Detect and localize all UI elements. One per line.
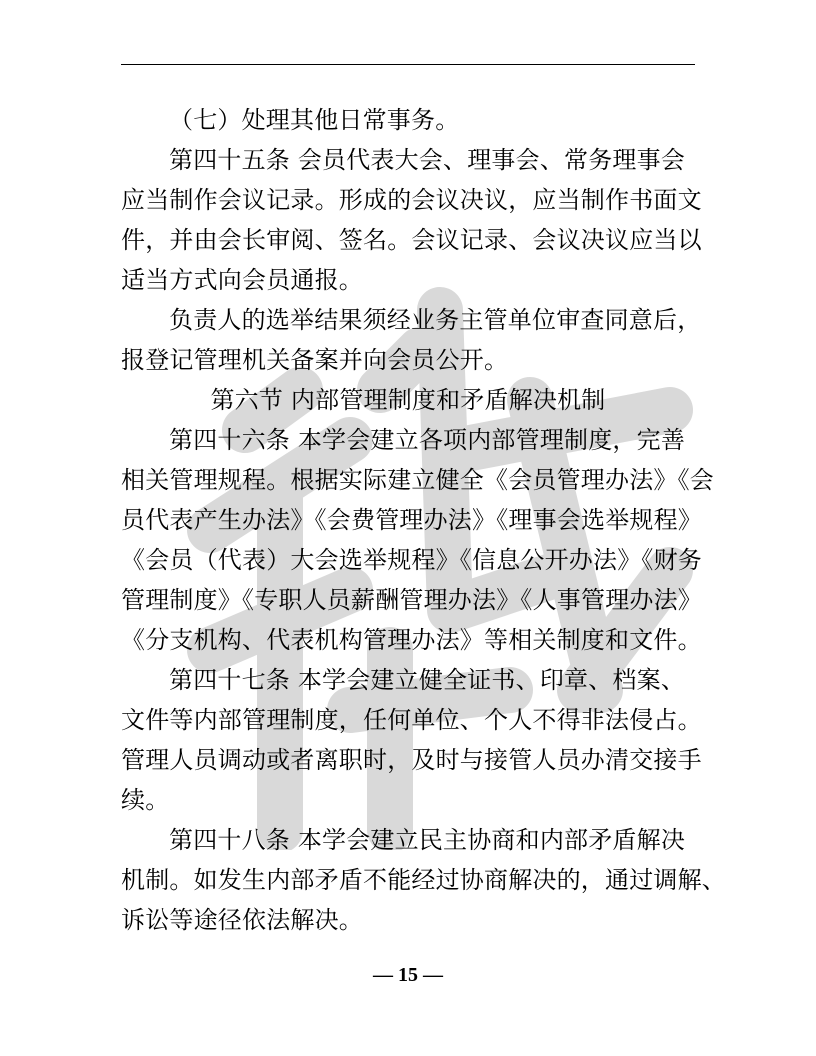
text-line: 第四十七条 本学会建立健全证书、印章、档案、 (169, 666, 686, 694)
text-line: 《会员（代表）大会选举规程》《信息公开办法》《财务 (121, 546, 702, 574)
text-line: 诉讼等途径依法解决。 (121, 906, 363, 934)
text-line: （七）处理其他日常事务。 (169, 106, 460, 134)
page-number: — 15 — (373, 964, 443, 986)
text-line: 管理人员调动或者离职时，及时与接管人员办清交接手 (121, 746, 702, 774)
text-line: 第四十五条 会员代表大会、理事会、常务理事会 (169, 146, 686, 174)
text-line: 适当方式向会员通报。 (121, 266, 363, 294)
text-line: 《分支机构、代表机构管理办法》等相关制度和文件。 (121, 626, 702, 654)
header-rule (121, 64, 695, 65)
text-line: 续。 (121, 786, 170, 814)
text-line: 机制。如发生内部矛盾不能经过协商解决的，通过调解、 (121, 866, 726, 894)
text-line: 应当制作会议记录。形成的会议决议，应当制作书面文 (121, 186, 702, 214)
text-line: 第四十八条 本学会建立民主协商和内部矛盾解决 (169, 826, 686, 854)
text-line: 相关管理规程。根据实际建立健全《会员管理办法》《会 (121, 466, 714, 494)
text-line: 件，并由会长审阅、签名。会议记录、会议决议应当以 (121, 226, 702, 254)
section-heading: 第六节 内部管理制度和矛盾解决机制 (210, 386, 606, 414)
text-line: 文件等内部管理制度，任何单位、个人不得非法侵占。 (121, 706, 702, 734)
text-line: 负责人的选举结果须经业务主管单位审查同意后， (169, 306, 702, 334)
text-line: 员代表产生办法》《会费管理办法》《理事会选举规程》 (121, 506, 702, 534)
text-line: 第四十六条 本学会建立各项内部管理制度，完善 (169, 426, 686, 454)
text-line: 管理制度》《专职人员薪酬管理办法》《人事管理办法》 (121, 586, 702, 614)
text-line: 报登记管理机关备案并向会员公开。 (121, 346, 509, 374)
